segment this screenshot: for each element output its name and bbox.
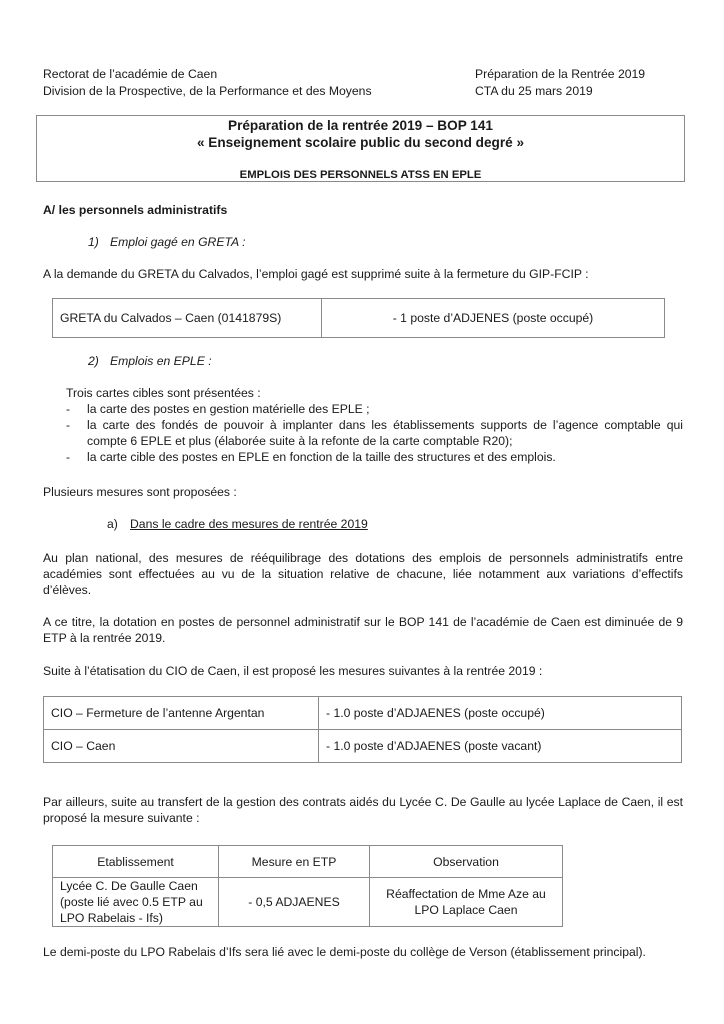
list-item-text: la carte cible des postes en EPLE en fonction de la taille des structures et des emplois. [87, 450, 556, 464]
table-header-row [53, 846, 563, 878]
table-row [53, 299, 665, 338]
table-cell: - 0,5 ADJAENES [219, 878, 370, 927]
table-row [44, 697, 682, 730]
list-item [66, 449, 683, 465]
cio-table [43, 696, 682, 763]
greta-intro-paragraph: A la demande du GRETA du Calvados, l’emploi gagé est supprimé suite à la fermeture du GIP-FCIP : [43, 267, 589, 281]
cartes-intro: Trois cartes cibles sont présentées : [66, 386, 261, 400]
list-item [66, 401, 683, 417]
table-header-cell: Mesure en ETP [219, 846, 370, 878]
table-cell: - 1.0 poste d’ADJAENES (poste vacant) [319, 730, 682, 763]
greta-table [52, 298, 665, 338]
header-rectorat: Rectorat de l’académie de Caen [43, 67, 218, 81]
table-row [44, 730, 682, 763]
cartes-list [66, 401, 683, 465]
subsection-label: Emploi gagé en GRETA : [110, 235, 246, 249]
subsection-2-heading [88, 353, 212, 369]
bullet-dash: - [66, 418, 71, 432]
subsection-label: Emplois en EPLE : [110, 354, 212, 368]
measure-table [52, 845, 563, 927]
bullet-dash: - [66, 402, 71, 416]
document-subtitle: « Enseignement scolaire public du second degré » [196, 135, 525, 150]
subsection-label: Dans le cadre des mesures de rentrée 2019 [130, 517, 368, 531]
table-row [53, 878, 563, 927]
header-cta-date: CTA du 25 mars 2019 [475, 84, 593, 98]
table-cell: CIO – Fermeture de l’antenne Argentan [44, 697, 319, 730]
document-title: Préparation de la rentrée 2019 – BOP 141 [228, 118, 493, 133]
bullet-dash: - [66, 450, 71, 464]
list-item-text: la carte des postes en gestion matérielle des EPLE ; [87, 402, 370, 416]
transfert-paragraph: Par ailleurs, suite au transfert de la gestion des contrats aidés du Lycée C. De Gaulle au lycée Laplace de Caen, il est proposé la mesure suivante : [43, 795, 683, 825]
header-right [475, 66, 645, 100]
subsection-a-heading [107, 516, 368, 532]
mesures-intro: Plusieurs mesures sont proposées : [43, 485, 237, 499]
subsection-1-heading [88, 234, 245, 250]
table-cell: - 1.0 poste d’ADJAENES (poste occupé) [319, 697, 682, 730]
demi-poste-paragraph: Le demi-poste du LPO Rabelais d’Ifs sera lié avec le demi-poste du collège de Verson (établissement principal). [43, 945, 646, 959]
list-item-text: la carte des fondés de pouvoir à implanter dans les établissements supports de l’agence comptable qui compte 6 EPLE et plus (élaborée suite à la refonte de la carte comptable R20); [87, 418, 683, 448]
header-preparation: Préparation de la Rentrée 2019 [475, 67, 646, 81]
subsection-number: 1) [88, 235, 99, 249]
table-cell: Lycée C. De Gaulle Caen (poste lié avec 0.5 ETP au LPO Rabelais - Ifs) [53, 878, 219, 927]
list-item [66, 417, 683, 449]
table-cell: GRETA du Calvados – Caen (0141879S) [53, 299, 322, 338]
table-cell: Réaffectation de Mme Aze au LPO Laplace Caen [370, 878, 563, 927]
table-cell: CIO – Caen [44, 730, 319, 763]
subsection-number: 2) [88, 354, 99, 368]
dotation-paragraph: A ce titre, la dotation en postes de personnel administratif sur le BOP 141 de l’académie de Caen est diminuée de 9 ETP à la rentrée 2019. [43, 615, 683, 645]
cio-intro-paragraph: Suite à l’étatisation du CIO de Caen, il est proposé les mesures suivantes à la rentrée 2019 : [43, 664, 543, 678]
table-cell: - 1 poste d’ADJENES (poste occupé) [322, 299, 665, 338]
section-heading: A/ les personnels administratifs [43, 203, 228, 217]
subsection-number: a) [107, 517, 118, 531]
national-paragraph: Au plan national, des mesures de rééquilibrage des dotations des emplois de personnels administratifs entre académies sont effectuées au vu de la situation relative de chacune, liée notamment aux variations d’effectifs d’élèves. [43, 551, 683, 597]
document-section-title: EMPLOIS DES PERSONNELS ATSS EN EPLE [239, 169, 482, 181]
header-left [43, 66, 372, 100]
title-box [36, 115, 685, 182]
table-header-cell: Observation [370, 846, 563, 878]
header-division: Division de la Prospective, de la Performance et des Moyens [43, 84, 372, 98]
table-header-cell: Etablissement [53, 846, 219, 878]
